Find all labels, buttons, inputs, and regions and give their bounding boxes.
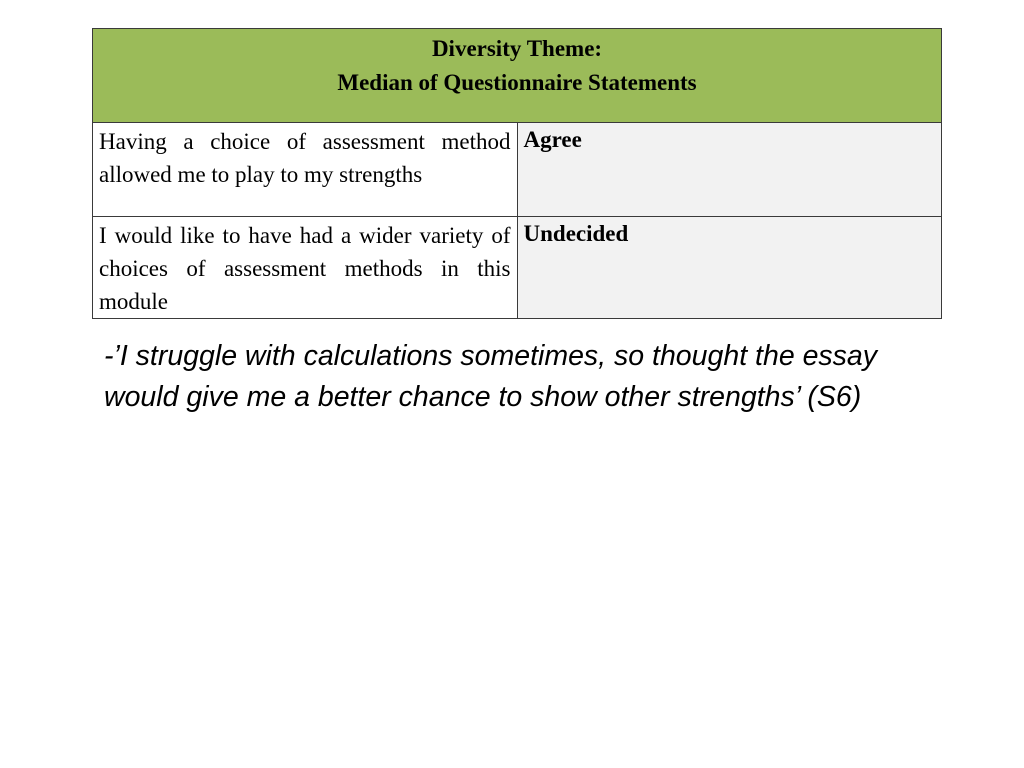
statement-cell: I would like to have had a wider variety of choices of assessment methods in this module [93, 217, 518, 319]
table-row [93, 217, 942, 319]
table-header-row [93, 29, 942, 123]
header-subtitle: Median of Questionnaire Statements [337, 70, 697, 95]
header-title: Diversity Theme: [431, 36, 603, 61]
median-table [92, 28, 942, 319]
table-header [93, 29, 942, 123]
median-cell: Agree [517, 123, 942, 217]
statement-cell: Having a choice of assessment method allowed me to play to my strengths [93, 123, 518, 217]
median-cell: Undecided [517, 217, 942, 319]
student-quote: -’I struggle with calculations sometimes, so thought the essay would give me a better chance to show other strengths’ (S6) [104, 340, 878, 413]
table-row [93, 123, 942, 217]
